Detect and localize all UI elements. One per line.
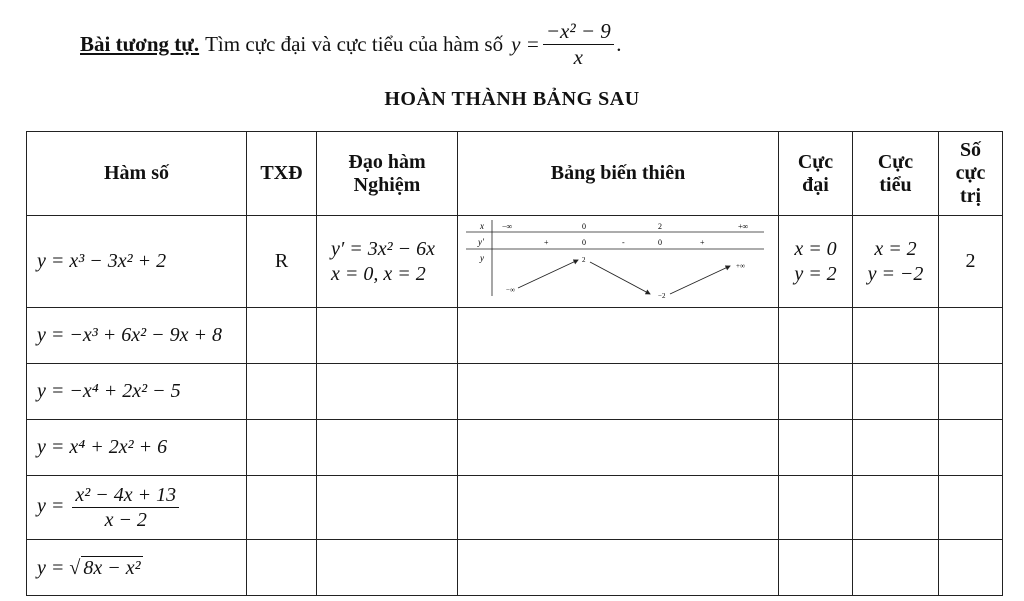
row-function	[27, 476, 247, 540]
variation-label-y: y	[480, 253, 484, 263]
row-count[interactable]	[939, 420, 1003, 476]
row-count[interactable]	[939, 540, 1003, 596]
header-count-line2: cực	[955, 162, 986, 184]
table-row	[27, 476, 1003, 540]
variation-sign: +	[544, 238, 549, 247]
header-function: Hàm số	[27, 132, 247, 216]
header-min-line1: Cực	[877, 150, 914, 173]
row-max-x: x = 0	[794, 237, 837, 260]
row-min[interactable]	[853, 476, 939, 540]
formula-lhs: y =	[511, 32, 540, 57]
exercise-formula	[511, 20, 622, 69]
row-function-lhs: y =	[37, 556, 65, 579]
row-derivative[interactable]	[317, 420, 458, 476]
row-derivative-formula: y′ = 3x² − 6x	[331, 237, 435, 260]
variation-table-diagram	[458, 216, 778, 302]
row-derivative[interactable]	[317, 364, 458, 420]
table-row	[27, 216, 1003, 308]
header-count-line3: trị	[959, 185, 982, 207]
row-count[interactable]	[939, 308, 1003, 364]
header-row	[27, 132, 1003, 216]
row-function-denominator: x − 2	[104, 509, 147, 531]
row-function-numerator: x² − 4x + 13	[72, 484, 179, 508]
variation-x-value: 0	[582, 222, 586, 231]
row-function: y = x⁴ + 2x² + 6	[27, 420, 247, 476]
row-min[interactable]	[853, 540, 939, 596]
variation-x-value: 2	[658, 222, 662, 231]
row-function: y = x³ − 3x² + 2	[27, 216, 247, 308]
header-derivative-line1: Đạo hàm	[348, 150, 426, 173]
header-count	[939, 132, 1003, 216]
row-domain[interactable]	[247, 308, 317, 364]
table-row	[27, 364, 1003, 420]
row-function: y = −x³ + 6x² − 9x + 8	[27, 308, 247, 364]
header-variation: Bảng biến thiên	[458, 132, 779, 216]
variation-table-cell	[458, 216, 779, 308]
variation-sign: 0	[658, 238, 662, 247]
row-min-y: y = −2	[867, 262, 924, 285]
variation-x-value: −∞	[502, 222, 513, 231]
table-title: HOÀN THÀNH BẢNG SAU	[384, 88, 640, 110]
variation-x-value: +∞	[738, 222, 749, 231]
row-domain[interactable]	[247, 364, 317, 420]
row-domain[interactable]	[247, 476, 317, 540]
row-count[interactable]	[939, 476, 1003, 540]
row-derivative[interactable]	[317, 540, 458, 596]
row-domain[interactable]	[247, 420, 317, 476]
header-derivative-line2: Nghiệm	[353, 173, 421, 196]
table-row	[27, 540, 1003, 596]
row-domain: R	[247, 216, 317, 308]
row-derivative[interactable]	[317, 308, 458, 364]
row-min	[853, 216, 939, 308]
formula-fraction	[543, 20, 614, 69]
sqrt-icon: √	[69, 556, 81, 579]
sqrt-expression	[69, 556, 142, 580]
row-variation[interactable]	[458, 420, 779, 476]
row-variation[interactable]	[458, 476, 779, 540]
row-derivative[interactable]	[317, 476, 458, 540]
row-function	[27, 540, 247, 596]
header-max	[779, 132, 853, 216]
header-domain: TXĐ	[247, 132, 317, 216]
exercise-text: Tìm cực đại và cực tiểu của hàm số	[205, 32, 504, 57]
row-max	[779, 216, 853, 308]
exercise-lead: Bài tương tự.	[80, 32, 200, 57]
row-max[interactable]	[779, 476, 853, 540]
header-min	[853, 132, 939, 216]
table-row	[27, 420, 1003, 476]
row-max-y: y = 2	[794, 262, 837, 285]
formula-numerator: −x² − 9	[543, 20, 614, 45]
row-variation[interactable]	[458, 540, 779, 596]
header-max-line2: đại	[802, 173, 829, 196]
row-function: y = −x⁴ + 2x² − 5	[27, 364, 247, 420]
table-row	[27, 308, 1003, 364]
row-variation[interactable]	[458, 308, 779, 364]
variation-sign: -	[622, 238, 625, 247]
variation-y-value: 2	[582, 256, 586, 264]
formula-period: .	[616, 32, 623, 57]
variation-sign: 0	[582, 238, 586, 247]
row-function-fraction	[72, 484, 179, 531]
variation-label-yprime: y′	[478, 237, 484, 247]
variation-sign: +	[700, 238, 705, 247]
row-derivative-roots: x = 0, x = 2	[331, 262, 426, 285]
variation-arrow-up	[670, 266, 730, 294]
row-min-x: x = 2	[874, 237, 917, 260]
variation-label-x: x	[480, 221, 484, 231]
variation-y-value: −2	[658, 292, 666, 300]
variation-y-value: +∞	[736, 262, 745, 270]
header-count-line1: Số	[959, 139, 982, 161]
row-function-lhs: y =	[37, 495, 65, 518]
variation-y-value: −∞	[506, 286, 515, 294]
exercise-prompt	[80, 20, 622, 69]
row-variation[interactable]	[458, 364, 779, 420]
row-domain[interactable]	[247, 540, 317, 596]
row-max[interactable]	[779, 540, 853, 596]
row-derivative	[317, 216, 458, 308]
row-count: 2	[939, 216, 1003, 308]
formula-denominator: x	[573, 45, 583, 70]
row-function-radicand: 8x − x²	[83, 556, 141, 579]
row-min[interactable]	[853, 420, 939, 476]
row-count[interactable]	[939, 364, 1003, 420]
header-min-line2: tiểu	[879, 173, 912, 196]
header-max-line1: Cực	[797, 150, 834, 173]
row-max[interactable]	[779, 364, 853, 420]
row-max[interactable]	[779, 420, 853, 476]
row-max[interactable]	[779, 308, 853, 364]
variation-arrow-down	[590, 262, 650, 294]
variation-arrow-up	[518, 260, 578, 288]
header-derivative	[317, 132, 458, 216]
extrema-table	[26, 131, 1003, 596]
row-min[interactable]	[853, 308, 939, 364]
row-min[interactable]	[853, 364, 939, 420]
